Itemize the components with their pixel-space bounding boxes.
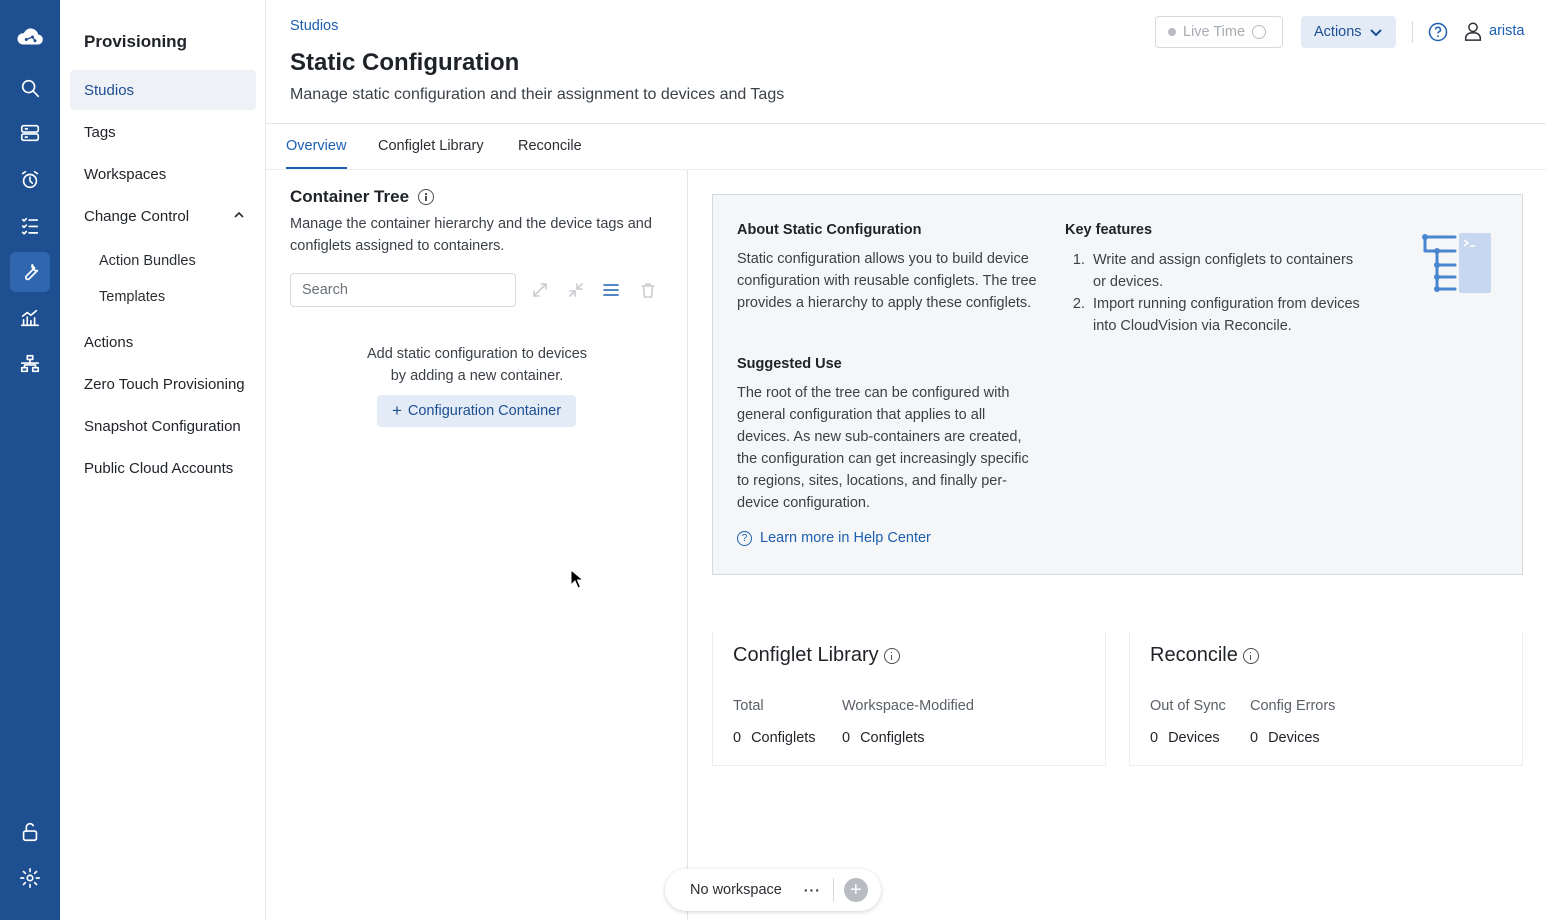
stat-number: 0: [1250, 730, 1259, 746]
stat-label-out-of-sync: Out of Sync: [1150, 698, 1226, 714]
key-features-title: Key features: [1065, 222, 1153, 238]
tasks-icon[interactable]: [10, 206, 50, 246]
nav-title: Provisioning: [84, 32, 187, 51]
nav-item-label: Templates: [99, 289, 166, 305]
delete-trash-icon[interactable]: [638, 280, 658, 300]
icon-rail: [0, 0, 60, 920]
lock-icon[interactable]: [10, 812, 50, 852]
collapse-icon[interactable]: [566, 280, 586, 300]
devices-icon[interactable]: [10, 113, 50, 153]
stat-unit: Devices: [1268, 730, 1320, 746]
nav-item-label: Action Bundles: [99, 253, 196, 269]
list-view-icon[interactable]: [601, 280, 621, 300]
header-divider: [1412, 21, 1413, 43]
provisioning-nav: [60, 0, 266, 920]
nav-item-label: Actions: [84, 333, 134, 351]
nav-item-zero-touch-provisioning[interactable]: [70, 364, 256, 404]
tab-reconcile[interactable]: Reconcile: [518, 138, 582, 154]
configuration-tree-illustration-icon: [1419, 231, 1491, 295]
events-icon[interactable]: [10, 160, 50, 200]
chevron-up-icon: [234, 210, 244, 220]
nav-item-label: Workspaces: [84, 165, 167, 183]
nav-item-label: Studios: [84, 81, 135, 99]
live-status-dot: [1168, 28, 1176, 36]
mouse-cursor-icon: [570, 569, 584, 589]
tab-configlet-library[interactable]: Configlet Library: [378, 138, 484, 154]
live-time-label: Live Time: [1183, 24, 1246, 40]
workspace-label[interactable]: No workspace: [690, 882, 782, 898]
reconcile-card-title: [1150, 644, 1259, 667]
nav-item-public-cloud-accounts[interactable]: [70, 448, 256, 488]
nav-item-actions[interactable]: [70, 322, 256, 362]
page-title: Static Configuration: [290, 49, 520, 76]
reconcile-card[interactable]: [1129, 632, 1523, 766]
help-icon[interactable]: [1428, 22, 1448, 42]
add-container-label: Configuration Container: [407, 403, 562, 419]
about-title: About Static Configuration: [737, 222, 922, 238]
user-name: arista: [1489, 23, 1525, 39]
stat-value-total: [733, 730, 816, 746]
chevron-down-icon: [1370, 26, 1382, 38]
nav-item-change-control[interactable]: [70, 196, 256, 236]
main-content: [266, 0, 1546, 920]
info-icon[interactable]: [1243, 648, 1259, 664]
nav-item-label: Change Control: [84, 207, 190, 225]
container-tree-description: Manage the container hierarchy and the device tags and configlets assigned to containers.: [290, 216, 652, 254]
learn-more-label: Learn more in Help Center: [760, 530, 931, 546]
nav-item-templates[interactable]: [85, 280, 256, 314]
help-circle-icon: ?: [737, 531, 752, 546]
suggested-use-text: The root of the tree can be configured with general configuration that applies to all devices. As new sub-containers are created, the configuration can get increasingly specific to regions, sites, locations, and finally per-device configuration.: [737, 385, 1029, 511]
stat-number: 0: [1150, 730, 1159, 746]
settings-gear-icon[interactable]: [10, 858, 50, 898]
nav-item-label: Public Cloud Accounts: [84, 459, 234, 477]
nav-item-snapshot-configuration[interactable]: [70, 406, 256, 446]
stat-unit: Devices: [1168, 730, 1220, 746]
stat-unit: Configlets: [751, 730, 816, 746]
tree-search-input[interactable]: [290, 273, 516, 307]
nav-item-studios[interactable]: [70, 70, 256, 110]
container-tree-title: [290, 187, 434, 207]
cloud-logo-icon[interactable]: [10, 17, 50, 57]
empty-message-line: by adding a new container.: [390, 368, 564, 384]
nav-item-label: Snapshot Configuration: [84, 417, 241, 435]
stat-label-total: Total: [733, 698, 764, 714]
tab-overview[interactable]: Overview: [286, 138, 347, 154]
workspace-divider: [833, 878, 834, 902]
provisioning-wrench-icon[interactable]: [10, 252, 50, 292]
plus-icon: +: [391, 401, 402, 420]
key-feature-item: 1. Write and assign configlets to containers or devices.: [1089, 249, 1365, 293]
empty-message-line: Add static configuration to devices: [366, 346, 588, 362]
live-time-button[interactable]: [1155, 16, 1283, 48]
add-workspace-button[interactable]: +: [844, 878, 868, 902]
key-features-list: [1065, 249, 1365, 337]
stat-value-config-errors: [1250, 730, 1320, 746]
actions-button[interactable]: [1301, 16, 1396, 48]
stat-label-config-errors: Config Errors: [1250, 698, 1336, 714]
empty-tree-message: [326, 343, 628, 387]
configlet-library-card[interactable]: [712, 632, 1106, 766]
stat-number: 0: [842, 730, 851, 746]
user-icon: [1462, 20, 1484, 42]
add-configuration-container-button[interactable]: [377, 395, 576, 427]
nav-item-workspaces[interactable]: [70, 154, 256, 194]
stat-value-workspace-modified: [842, 730, 925, 746]
actions-label: Actions: [1314, 24, 1362, 40]
breadcrumb[interactable]: Studios: [290, 18, 339, 34]
user-menu[interactable]: [1462, 20, 1524, 42]
search-icon[interactable]: [10, 68, 50, 108]
info-icon[interactable]: [418, 189, 434, 205]
card-title-text: Configlet Library: [733, 644, 879, 666]
configlet-library-card-title: [733, 644, 900, 667]
clock-icon: [1252, 25, 1266, 39]
more-options-icon[interactable]: ···: [803, 882, 821, 898]
stat-number: 0: [733, 730, 742, 746]
about-text: Static configuration allows you to build device configuration with reusable configlets. The tree provides a hierarchy to apply these configlets.: [737, 251, 1037, 311]
topology-icon[interactable]: [10, 344, 50, 384]
page-subtitle: Manage static configuration and their assignment to devices and Tags: [290, 86, 785, 103]
nav-item-tags[interactable]: [70, 112, 256, 152]
card-title-text: Reconcile: [1150, 644, 1238, 666]
nav-item-action-bundles[interactable]: [85, 244, 256, 278]
header-divider-line: [266, 123, 1546, 124]
info-icon[interactable]: [884, 648, 900, 664]
stat-unit: Configlets: [860, 730, 925, 746]
dashboards-icon[interactable]: [10, 298, 50, 338]
key-feature-item: 2. Import running configuration from devices into CloudVision via Reconcile.: [1089, 293, 1365, 337]
container-tree-panel: [266, 170, 688, 920]
stat-label-workspace-modified: Workspace-Modified: [842, 698, 974, 714]
expand-icon[interactable]: [530, 280, 550, 300]
about-static-configuration-panel: [712, 194, 1523, 575]
stat-value-out-of-sync: [1150, 730, 1220, 746]
suggested-use-title: Suggested Use: [737, 356, 842, 372]
workspace-bar: [665, 869, 881, 911]
nav-item-label: Tags: [84, 123, 116, 141]
learn-more-link[interactable]: [737, 530, 931, 546]
nav-item-label: Zero Touch Provisioning: [84, 375, 245, 393]
container-tree-title-text: Container Tree: [290, 187, 410, 206]
